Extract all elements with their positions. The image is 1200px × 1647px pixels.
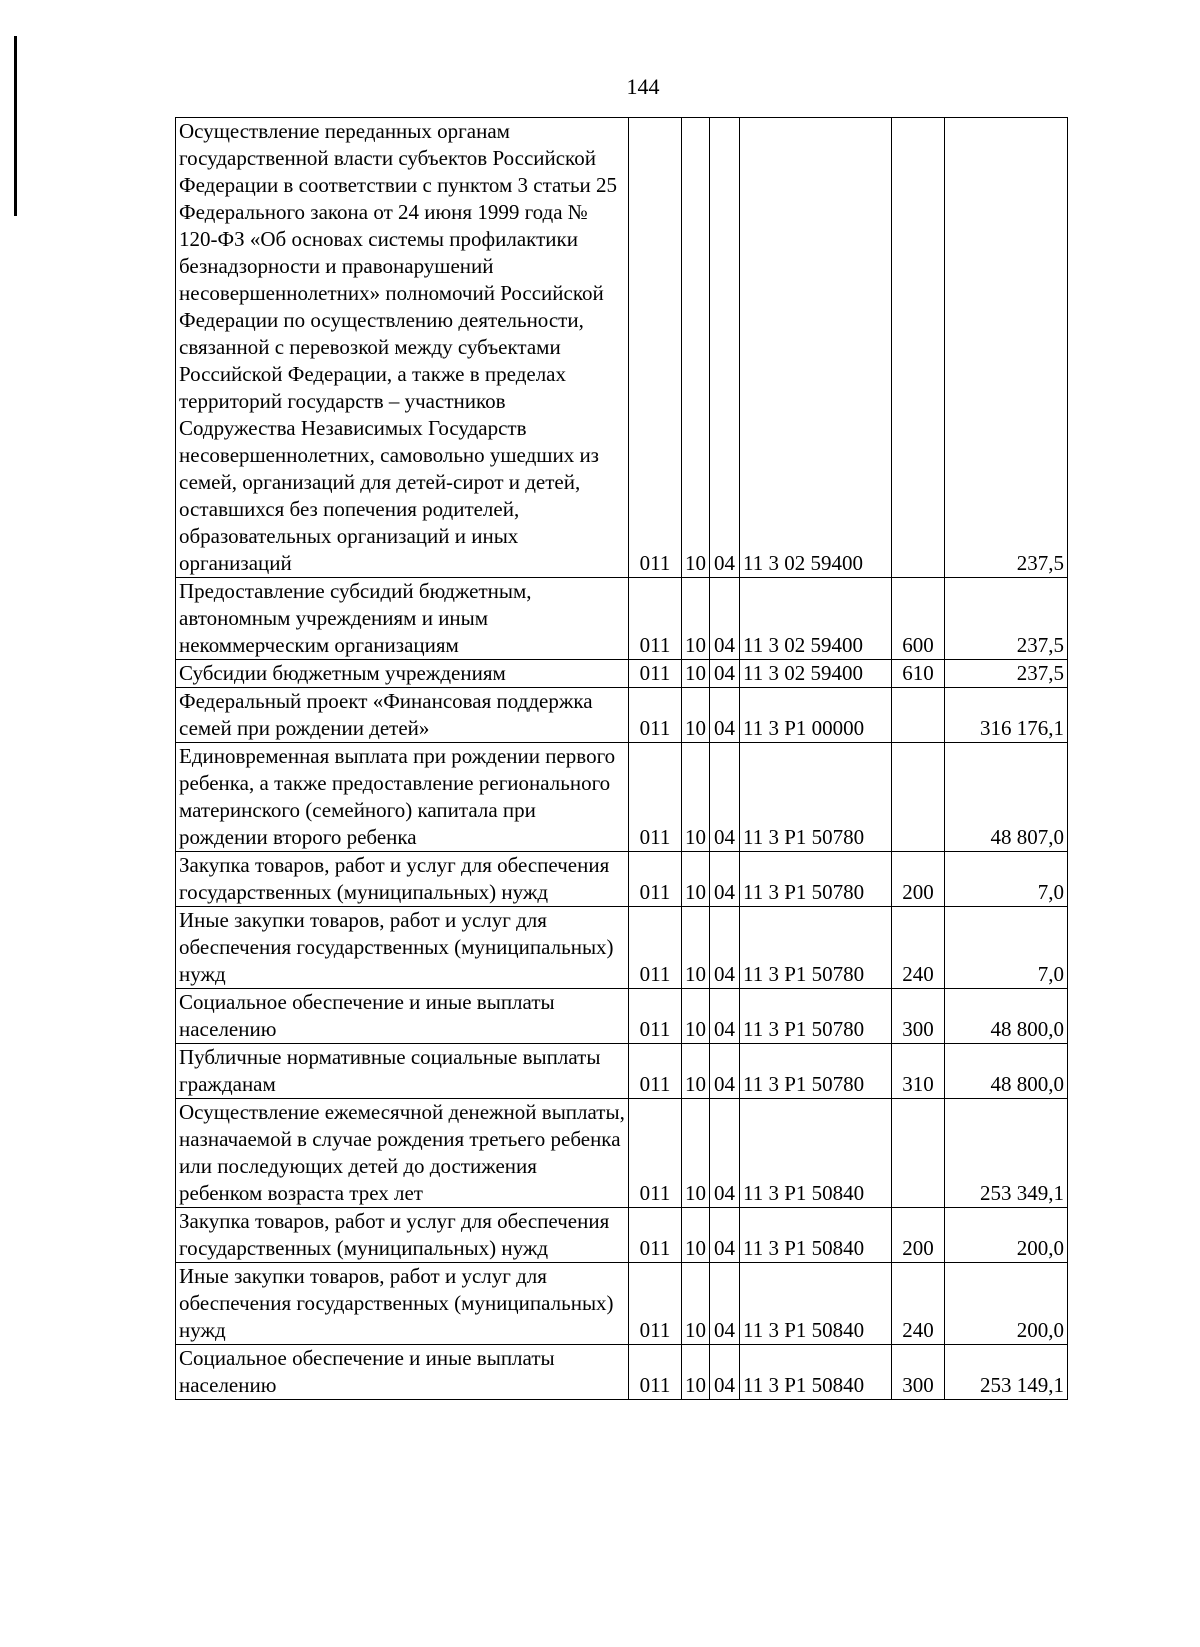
row-name: Единовременная выплата при рождении первого ребенка, а также предоставление регионального материнского (семейного) капитала при рождении второго ребенка [176,743,629,852]
row-section-code: 10 [682,989,710,1044]
row-target-code: 11 3 02 59400 [740,660,892,688]
row-amount: 48 800,0 [945,989,1068,1044]
row-ministry-code: 011 [629,1263,682,1345]
row-target-code: 11 3 P1 50840 [740,1099,892,1208]
row-expense-type-code: 300 [892,1345,945,1400]
row-name: Федеральный проект «Финансовая поддержка семей при рождении детей» [176,688,629,743]
row-expense-type-code: 310 [892,1044,945,1099]
row-name: Предоставление субсидий бюджетным, автономным учреждениям и иным некоммерческим организациям [176,578,629,660]
row-amount: 253 349,1 [945,1099,1068,1208]
table-row [176,1099,1068,1208]
row-section-code: 10 [682,1345,710,1400]
page-number: 144 [626,74,660,99]
scan-margin-mark [14,36,17,216]
table-row [176,852,1068,907]
table-row [176,688,1068,743]
row-subsection-code: 04 [710,660,740,688]
table-row [176,118,1068,578]
row-subsection-code: 04 [710,1345,740,1400]
row-subsection-code: 04 [710,578,740,660]
row-amount: 200,0 [945,1263,1068,1345]
row-name: Социальное обеспечение и иные выплаты населению [176,1345,629,1400]
row-name: Осуществление переданных органам государственной власти субъектов Российской Федерации в соответствии с пунктом 3 статьи 25 Федерального закона от 24 июня 1999 года № 120-ФЗ «Об основах системы профилактики безнадзорности и правонарушений несовершеннолетних» полномочий Российской Федерации по осуществлению деятельности, связанной с перевозкой между субъектами Российской Федерации, а также в пределах территорий государств – участников Содружества Независимых Государств несовершеннолетних, самовольно ушедших из семей, организаций для детей-сирот и детей, оставшихся без попечения родителей, образовательных организаций и иных организаций [176,118,629,578]
row-section-code: 10 [682,907,710,989]
row-expense-type-code [892,118,945,578]
row-target-code: 11 3 P1 50840 [740,1263,892,1345]
row-section-code: 10 [682,1099,710,1208]
row-target-code: 11 3 P1 50780 [740,743,892,852]
row-target-code: 11 3 P1 50780 [740,907,892,989]
row-section-code: 10 [682,852,710,907]
row-amount: 237,5 [945,578,1068,660]
row-ministry-code: 011 [629,1044,682,1099]
budget-table-body [176,118,1068,1400]
row-section-code: 10 [682,688,710,743]
row-target-code: 11 3 02 59400 [740,578,892,660]
row-section-code: 10 [682,743,710,852]
table-row [176,578,1068,660]
row-name: Осуществление ежемесячной денежной выплаты, назначаемой в случае рождения третьего ребенка или последующих детей до достижения ребенком возраста трех лет [176,1099,629,1208]
row-subsection-code: 04 [710,688,740,743]
row-name: Публичные нормативные социальные выплаты гражданам [176,1044,629,1099]
row-amount: 237,5 [945,660,1068,688]
row-subsection-code: 04 [710,118,740,578]
row-ministry-code: 011 [629,1345,682,1400]
row-name: Иные закупки товаров, работ и услуг для обеспечения государственных (муниципальных) нужд [176,907,629,989]
row-subsection-code: 04 [710,989,740,1044]
row-section-code: 10 [682,1044,710,1099]
row-ministry-code: 011 [629,118,682,578]
row-ministry-code: 011 [629,1099,682,1208]
table-row [176,743,1068,852]
table-row [176,907,1068,989]
row-target-code: 11 3 P1 50780 [740,1044,892,1099]
row-ministry-code: 011 [629,660,682,688]
table-row [176,660,1068,688]
row-subsection-code: 04 [710,1044,740,1099]
row-amount: 237,5 [945,118,1068,578]
row-amount: 7,0 [945,852,1068,907]
row-amount: 200,0 [945,1208,1068,1263]
row-amount: 48 800,0 [945,1044,1068,1099]
row-target-code: 11 3 02 59400 [740,118,892,578]
row-amount: 253 149,1 [945,1345,1068,1400]
row-expense-type-code: 610 [892,660,945,688]
row-ministry-code: 011 [629,907,682,989]
row-section-code: 10 [682,578,710,660]
row-expense-type-code [892,688,945,743]
row-expense-type-code [892,743,945,852]
row-section-code: 10 [682,118,710,578]
row-section-code: 10 [682,660,710,688]
row-target-code: 11 3 P1 50840 [740,1345,892,1400]
row-ministry-code: 011 [629,852,682,907]
row-subsection-code: 04 [710,1099,740,1208]
row-name: Закупка товаров, работ и услуг для обеспечения государственных (муниципальных) нужд [176,852,629,907]
table-row [176,989,1068,1044]
row-name: Закупка товаров, работ и услуг для обеспечения государственных (муниципальных) нужд [176,1208,629,1263]
row-target-code: 11 3 P1 50780 [740,852,892,907]
row-amount: 48 807,0 [945,743,1068,852]
row-expense-type-code: 200 [892,1208,945,1263]
row-subsection-code: 04 [710,1263,740,1345]
row-ministry-code: 011 [629,743,682,852]
row-expense-type-code: 240 [892,907,945,989]
row-target-code: 11 3 P1 50840 [740,1208,892,1263]
row-ministry-code: 011 [629,1208,682,1263]
table-row [176,1263,1068,1345]
table-row [176,1345,1068,1400]
row-name: Социальное обеспечение и иные выплаты населению [176,989,629,1044]
row-expense-type-code: 300 [892,989,945,1044]
row-ministry-code: 011 [629,989,682,1044]
row-ministry-code: 011 [629,578,682,660]
row-expense-type-code: 600 [892,578,945,660]
row-subsection-code: 04 [710,1208,740,1263]
row-subsection-code: 04 [710,743,740,852]
row-section-code: 10 [682,1208,710,1263]
row-expense-type-code: 200 [892,852,945,907]
table-row [176,1208,1068,1263]
budget-table [175,117,1068,1400]
row-name: Субсидии бюджетным учреждениям [176,660,629,688]
row-subsection-code: 04 [710,852,740,907]
row-target-code: 11 3 P1 00000 [740,688,892,743]
row-expense-type-code [892,1099,945,1208]
row-ministry-code: 011 [629,688,682,743]
row-amount: 316 176,1 [945,688,1068,743]
row-subsection-code: 04 [710,907,740,989]
row-target-code: 11 3 P1 50780 [740,989,892,1044]
row-section-code: 10 [682,1263,710,1345]
row-name: Иные закупки товаров, работ и услуг для обеспечения государственных (муниципальных) нужд [176,1263,629,1345]
table-row [176,1044,1068,1099]
row-amount: 7,0 [945,907,1068,989]
row-expense-type-code: 240 [892,1263,945,1345]
